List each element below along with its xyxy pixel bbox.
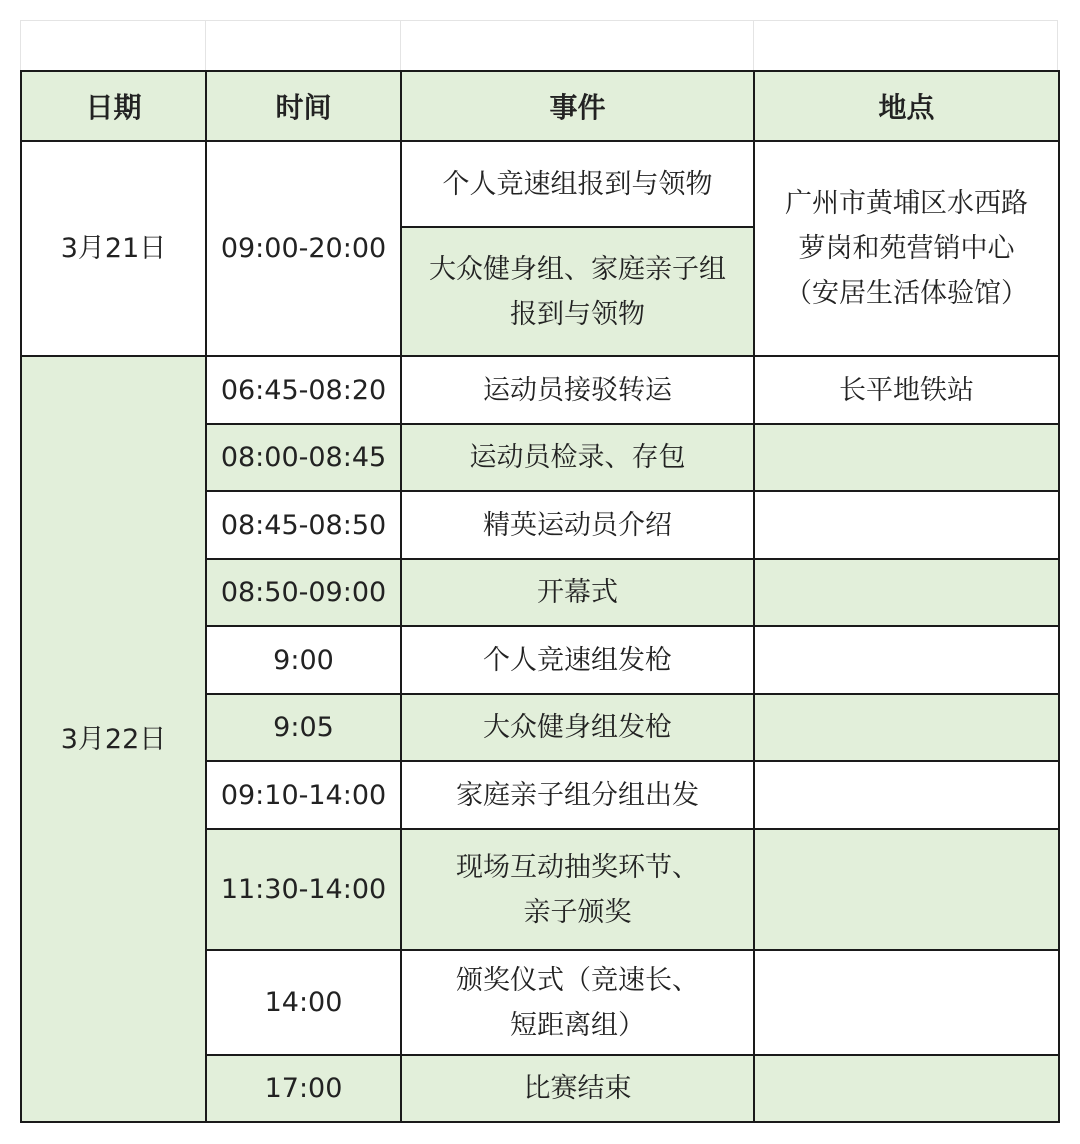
header-event: 事件	[401, 71, 754, 141]
time-cell: 11:30-14:00	[206, 829, 401, 950]
time-cell: 08:45-08:50	[206, 491, 401, 559]
empty-top-row	[20, 20, 1058, 71]
location-cell	[754, 424, 1059, 491]
location-cell	[754, 829, 1059, 950]
table-row	[21, 356, 1059, 424]
time-cell: 9:00	[206, 626, 401, 694]
time-cell: 06:45-08:20	[206, 356, 401, 424]
date-cell: 3月22日	[21, 356, 206, 1122]
date-cell: 3月21日	[21, 141, 206, 356]
time-cell: 08:00-08:45	[206, 424, 401, 491]
event-cell: 精英运动员介绍	[401, 491, 754, 559]
time-cell: 14:00	[206, 950, 401, 1055]
time-cell: 09:00-20:00	[206, 141, 401, 356]
time-cell: 9:05	[206, 694, 401, 761]
schedule-table	[20, 70, 1060, 1123]
event-cell: 运动员接驳转运	[401, 356, 754, 424]
event-cell: 个人竞速组发枪	[401, 626, 754, 694]
location-cell	[754, 626, 1059, 694]
header-date: 日期	[21, 71, 206, 141]
location-cell: 广州市黄埔区水西路 萝岗和苑营销中心 （安居生活体验馆）	[754, 141, 1059, 356]
header-location: 地点	[754, 71, 1059, 141]
location-cell	[754, 559, 1059, 626]
event-cell: 比赛结束	[401, 1055, 754, 1122]
event-cell: 家庭亲子组分组出发	[401, 761, 754, 829]
header-time: 时间	[206, 71, 401, 141]
header-row	[21, 71, 1059, 141]
location-cell	[754, 1055, 1059, 1122]
location-cell	[754, 761, 1059, 829]
event-cell: 运动员检录、存包	[401, 424, 754, 491]
location-cell	[754, 694, 1059, 761]
table-row	[21, 141, 1059, 227]
event-cell: 大众健身组、家庭亲子组 报到与领物	[401, 227, 754, 356]
event-cell: 大众健身组发枪	[401, 694, 754, 761]
empty-cell	[400, 21, 753, 71]
time-cell: 08:50-09:00	[206, 559, 401, 626]
location-cell	[754, 950, 1059, 1055]
location-cell	[754, 491, 1059, 559]
empty-cell	[20, 21, 205, 71]
empty-cell	[205, 21, 400, 71]
event-cell: 颁奖仪式（竞速长、 短距离组）	[401, 950, 754, 1055]
event-cell: 个人竞速组报到与领物	[401, 141, 754, 227]
event-cell: 现场互动抽奖环节、 亲子颁奖	[401, 829, 754, 950]
time-cell: 17:00	[206, 1055, 401, 1122]
empty-cell	[753, 21, 1058, 71]
event-cell: 开幕式	[401, 559, 754, 626]
time-cell: 09:10-14:00	[206, 761, 401, 829]
location-cell: 长平地铁站	[754, 356, 1059, 424]
